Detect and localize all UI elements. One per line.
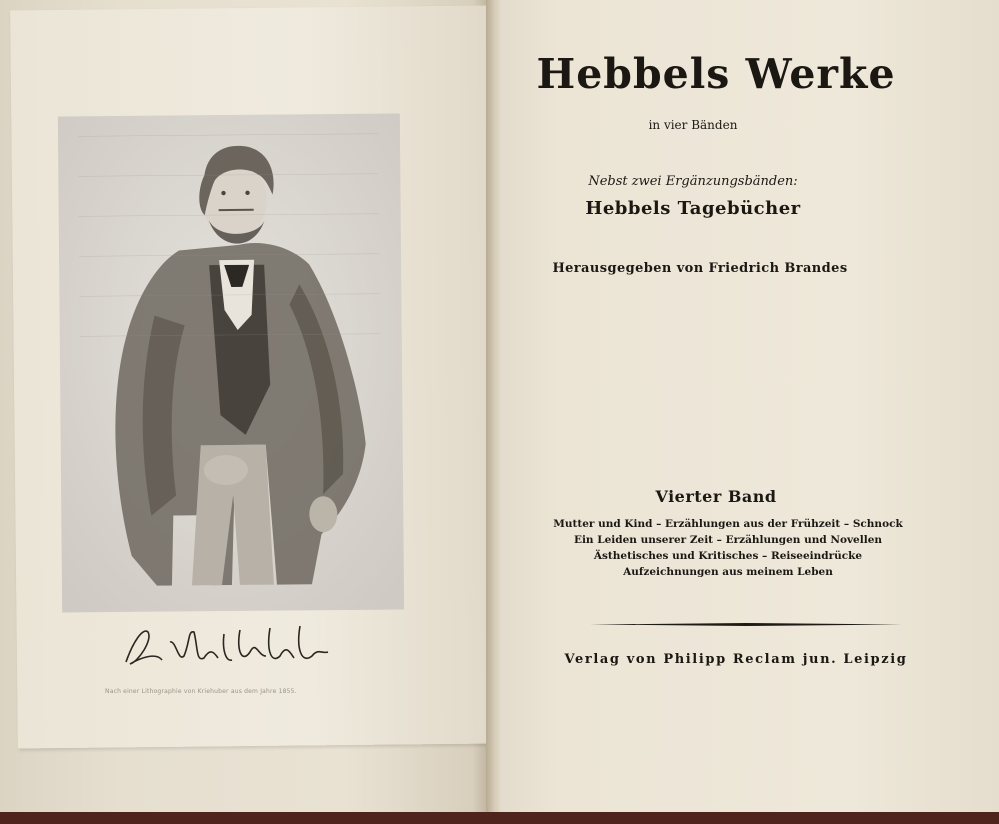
publisher-line: Verlag von Philipp Reclam jun. Leipzig [564,652,908,667]
portrait-figure [58,114,404,613]
book-binding-edge [0,812,999,824]
handwritten-signature [118,612,338,680]
contents-list [490,516,966,580]
volume-label: Vierter Band [655,487,777,506]
volume-count: in vier Bänden [648,118,738,132]
frontispiece-page [0,0,492,812]
portrait-engraving [58,114,404,613]
contents-line: Aufzeichnungen aus meinem Leben [623,566,833,578]
ornamental-rule [590,623,902,626]
editor-line: Herausgegeben von Friedrich Brandes [552,261,848,276]
portrait-caption: Nach einer Lithographie von Kriehuber aus dem Jahre 1855. [105,688,297,695]
supplement-note: Nebst zwei Ergänzungsbänden: [588,174,798,189]
contents-line: Mutter und Kind – Erzählungen aus der Frühzeit – Schnock [553,518,903,530]
contents-line: Ein Leiden unserer Zeit – Erzählungen und Novellen [573,534,883,546]
book-title: Hebbels Werke [536,50,896,98]
contents-line: Ästhetisches und Kritisches – Reiseeindrücke [593,550,863,562]
supplement-title: Hebbels Tagebücher [585,198,801,219]
